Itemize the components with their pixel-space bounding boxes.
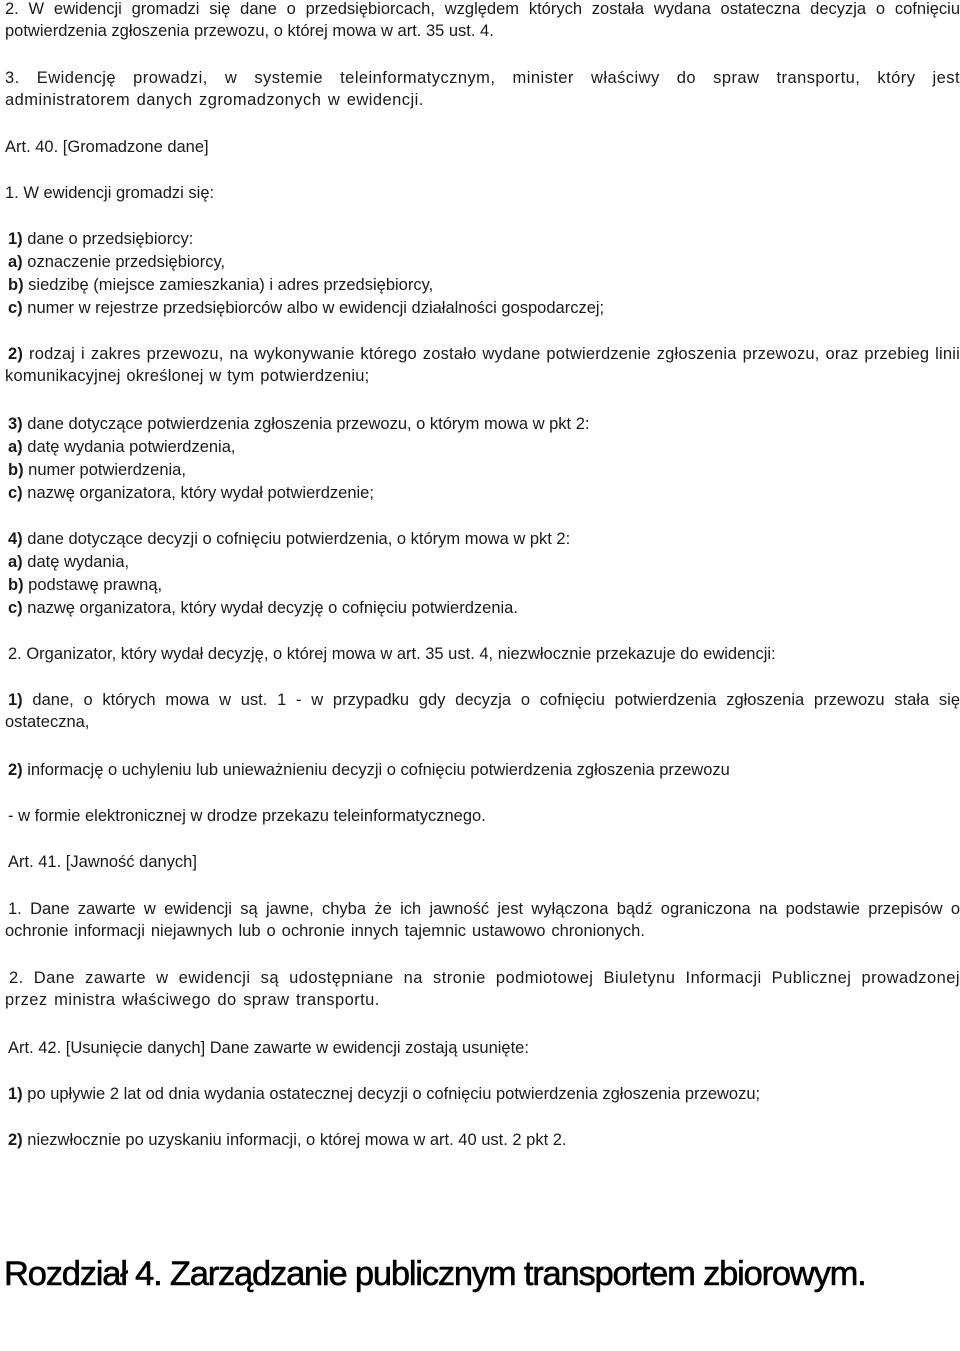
list-marker: 4) xyxy=(8,530,23,548)
list-marker: 1) xyxy=(8,691,23,709)
list-item xyxy=(5,689,960,733)
article-40-2-intro: 2. Organizator, który wydał decyzję, o której mowa w art. 35 ust. 4, niezwłocznie przekazuje do ewidencji: xyxy=(8,645,776,663)
list-marker: 2) xyxy=(8,1131,23,1149)
list-marker: 3) xyxy=(8,415,23,433)
list-item-text: podstawę prawną, xyxy=(28,576,163,594)
article-41-heading: Art. 41. [Jawność danych] xyxy=(8,853,197,871)
list-subitem xyxy=(8,459,960,481)
list-marker: 1) xyxy=(8,230,23,248)
article-40-heading: Art. 40. [Gromadzone dane] xyxy=(5,138,209,156)
list-item xyxy=(8,528,960,550)
list-item xyxy=(5,343,960,387)
list-subitem xyxy=(8,482,960,504)
list-item-text: numer w rejestrze przedsiębiorców albo w ewidencji działalności gospodarczej; xyxy=(27,299,605,317)
list-item xyxy=(8,759,960,781)
list-marker: c) xyxy=(8,599,23,617)
list-item-text: nazwę organizatora, który wydał potwierdzenie; xyxy=(27,484,374,502)
paragraph-art41-2 xyxy=(5,967,960,1011)
list-marker: 2) xyxy=(8,345,24,363)
list-subitem xyxy=(8,251,960,273)
list-marker: b) xyxy=(8,461,24,479)
paragraph-art39-2: 2. W ewidencji gromadzi się dane o przedsiębiorcach, względem których została wydana ostateczna decyzja o cofnięciu potwierdzenia zgłoszenia przewozu, o której mowa w art. 35 ust. 4. xyxy=(5,0,960,40)
list-item-text: rodzaj i zakres przewozu, na wykonywanie którego zostało wydane potwierdzenie zgłoszenia przewozu, oraz przebieg linii komunikacyjnej określonej w tym potwierdzeniu; xyxy=(5,345,960,385)
article-42-heading: Art. 42. [Usunięcie danych] Dane zawarte w ewidencji zostają usunięte: xyxy=(8,1039,529,1057)
paragraph-art39-3: 3. Ewidencję prowadzi, w systemie teleinformatycznym, minister właściwy do spraw transportu, który jest administratorem danych zgromadzonych w ewidencji. xyxy=(5,69,960,109)
list-item-text: dane dotyczące decyzji o cofnięciu potwierdzenia, o którym mowa w pkt 2: xyxy=(27,530,571,548)
list-subitem xyxy=(8,574,960,596)
list-item-text: dane o przedsiębiorcy: xyxy=(27,230,194,248)
list-marker: a) xyxy=(8,438,23,456)
list-item xyxy=(8,413,960,435)
list-marker: 1) xyxy=(8,1085,23,1103)
list-subitem xyxy=(8,597,960,619)
list-subitem xyxy=(8,436,960,458)
article-40-2-tail: - w formie elektronicznej w drodze przekazu teleinformatycznego. xyxy=(8,807,486,825)
list-item-text: informację o uchyleniu lub unieważnieniu decyzji o cofnięciu potwierdzenia zgłoszenia przewozu xyxy=(27,761,730,779)
list-item xyxy=(8,228,960,250)
list-item-text: po upływie 2 lat od dnia wydania ostatecznej decyzji o cofnięciu potwierdzenia zgłoszenia przewozu; xyxy=(27,1085,761,1103)
list-subitem xyxy=(8,274,960,296)
list-marker: a) xyxy=(8,553,23,571)
list-item-text: dane dotyczące potwierdzenia zgłoszenia przewozu, o którym mowa w pkt 2: xyxy=(27,415,590,433)
list-item-text: siedzibę (miejsce zamieszkania) i adres przedsiębiorcy, xyxy=(28,276,434,294)
list-item-text: nazwę organizatora, który wydał decyzję o cofnięciu potwierdzenia. xyxy=(27,599,518,617)
list-subitem xyxy=(8,551,960,573)
list-marker: a) xyxy=(8,253,23,271)
list-item-text: datę wydania potwierdzenia, xyxy=(27,438,236,456)
chapter-heading: Rozdział 4. Zarządzanie publicznym transportem zbiorowym. xyxy=(4,1255,866,1293)
list-marker: b) xyxy=(8,276,24,294)
paragraph-text: 2. Dane zawarte w ewidencji są udostępniane na stronie podmiotowej Biuletynu Informacji Publicznej prowadzonej przez ministra właściwego do spraw transportu. xyxy=(5,969,960,1009)
paragraph-text: 1. Dane zawarte w ewidencji są jawne, chyba że ich jawność jest wyłączona bądź ograniczona na podstawie przepisów o ochronie informacji niejawnych lub o ochronie innych tajemnic ustawowo chronionych. xyxy=(5,900,960,940)
list-marker: 2) xyxy=(8,761,23,779)
article-40-1-intro: 1. W ewidencji gromadzi się: xyxy=(5,184,215,202)
list-item-text: datę wydania, xyxy=(27,553,130,571)
list-item xyxy=(8,1083,960,1105)
list-marker: c) xyxy=(8,299,23,317)
list-marker: b) xyxy=(8,576,24,594)
list-item-text: dane, o których mowa w ust. 1 - w przypadku gdy decyzja o cofnięciu potwierdzenia zgłoszenia przewozu stała się ostateczna, xyxy=(5,691,960,731)
list-item-text: niezwłocznie po uzyskaniu informacji, o której mowa w art. 40 ust. 2 pkt 2. xyxy=(27,1131,567,1149)
list-item-text: oznaczenie przedsiębiorcy, xyxy=(27,253,226,271)
paragraph-art41-1 xyxy=(5,898,960,942)
list-subitem xyxy=(8,297,960,319)
list-item-text: numer potwierdzenia, xyxy=(28,461,186,479)
list-marker: c) xyxy=(8,484,23,502)
list-item xyxy=(8,1129,960,1151)
